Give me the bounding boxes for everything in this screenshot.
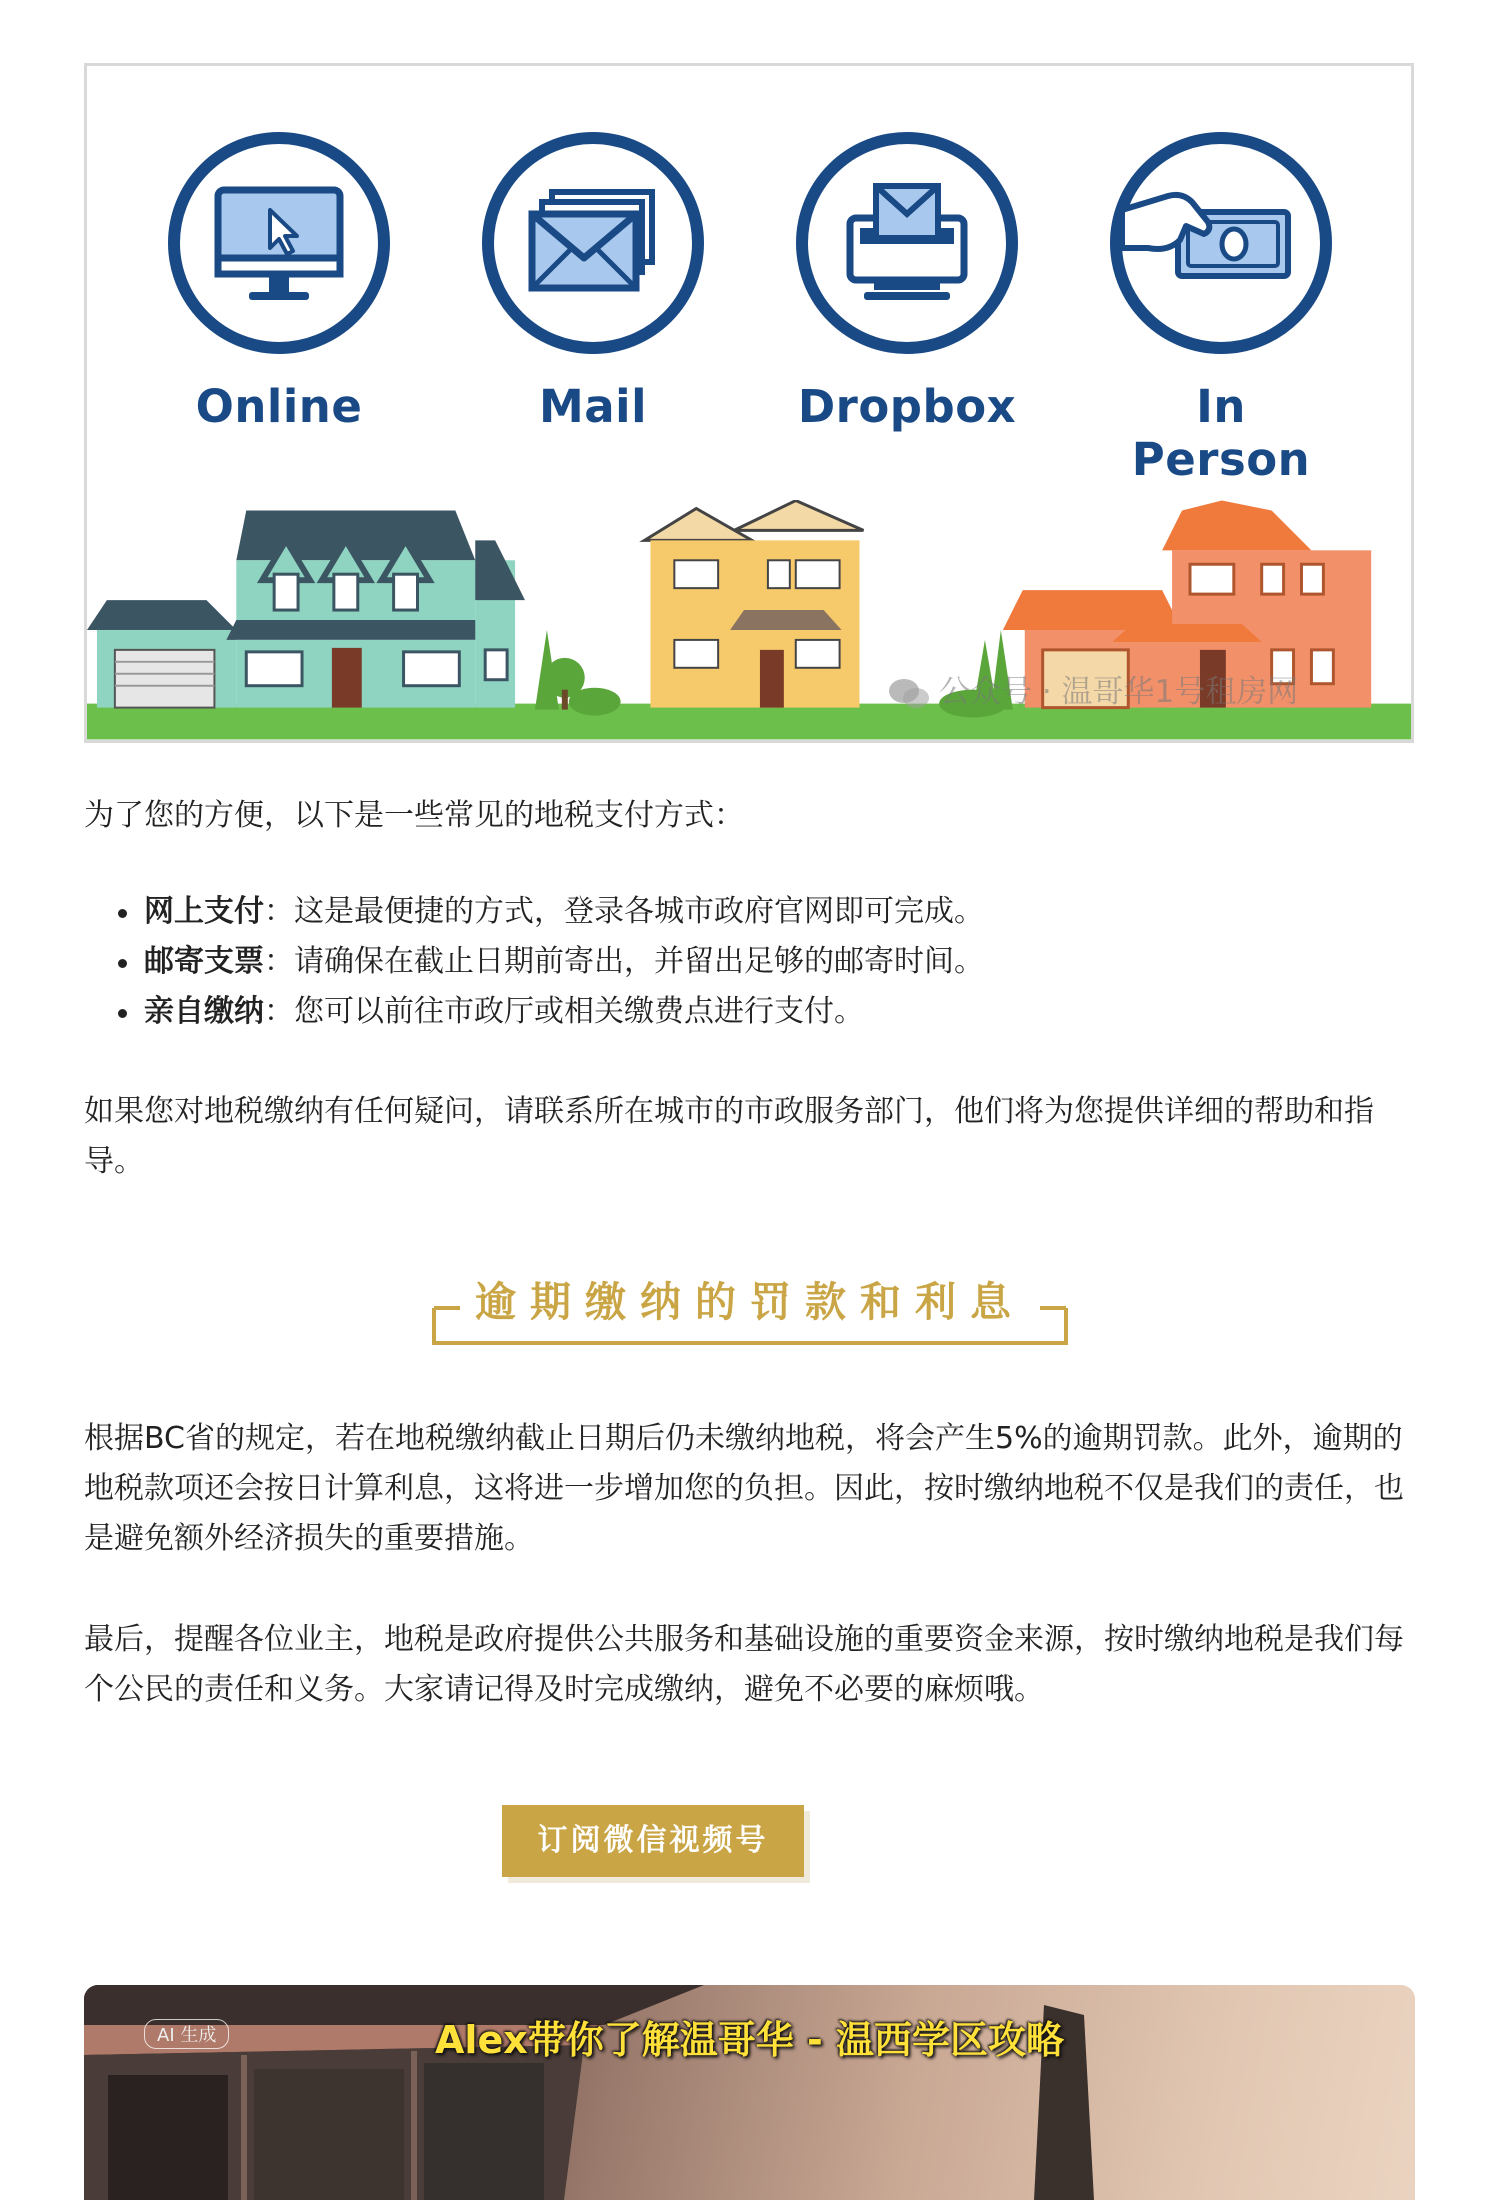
subscribe-video-channel-button[interactable]: 订阅微信视频号 <box>502 1805 804 1877</box>
dropbox-slot-icon <box>794 130 1020 356</box>
video-card[interactable] <box>84 1985 1415 2200</box>
watermark <box>887 666 1298 711</box>
list-item <box>112 887 984 937</box>
envelope-icon <box>480 130 706 356</box>
payment-methods-row <box>87 66 1411 486</box>
method-in-person <box>1101 130 1341 486</box>
bullet-term: 邮寄支票 <box>144 944 264 979</box>
list-item <box>112 987 984 1037</box>
method-online-label: Online <box>195 380 363 433</box>
hand-cash-icon <box>1108 130 1334 356</box>
bullet-term: 亲自缴纳 <box>144 994 264 1029</box>
ai-generated-badge: AI 生成 <box>144 2019 229 2049</box>
watermark-text: 公众号 · 温哥华1号租房网 <box>939 674 1299 710</box>
monitor-cursor-icon <box>166 130 392 356</box>
bullet-text: ：请确保在截止日期前寄出，并留出足够的邮寄时间。 <box>264 944 984 979</box>
method-online <box>159 130 399 433</box>
method-dropbox <box>787 130 1027 433</box>
method-dropbox-label: Dropbox <box>797 380 1017 433</box>
wechat-icon <box>887 677 931 711</box>
video-title: Alex带你了解温哥华 - 温西学区攻略 <box>435 2018 1064 2062</box>
list-item <box>112 937 984 987</box>
intro-paragraph: 为了您的方便，以下是一些常见的地税支付方式： <box>84 798 744 833</box>
bullet-text: ：这是最便捷的方式，登录各城市政府官网即可完成。 <box>264 894 984 929</box>
method-in-person-label: In Person <box>1131 380 1311 486</box>
payment-methods-illustration <box>84 63 1414 743</box>
method-mail-label: Mail <box>539 380 647 433</box>
closing-paragraph: 最后，提醒各位业主，地税是政府提供公共服务和基础设施的重要资金来源，按时缴纳地税是我们每个公民的责任和义务。大家请记得及时完成缴纳，避免不必要的麻烦哦。 <box>84 1622 1404 1707</box>
method-mail <box>473 130 713 433</box>
bullet-text: ：您可以前往市政厅或相关缴费点进行支付。 <box>264 994 864 1029</box>
section-heading <box>430 1272 1070 1347</box>
payment-methods-list <box>112 887 984 1037</box>
section-title: 逾期缴纳的罚款和利息 <box>475 1278 1025 1326</box>
penalty-paragraph: 根据BC省的规定，若在地税缴纳截止日期后仍未缴纳地税，将会产生5%的逾期罚款。此外，逾期的地税款项还会按日计算利息，这将进一步增加您的负担。因此，按时缴纳地税不仅是我们的责任，也是避免额外经济损失的重要措施。 <box>84 1421 1404 1556</box>
contact-paragraph: 如果您对地税缴纳有任何疑问，请联系所在城市的市政服务部门，他们将为您提供详细的帮助和指导。 <box>84 1094 1374 1179</box>
bullet-term: 网上支付 <box>144 894 264 929</box>
